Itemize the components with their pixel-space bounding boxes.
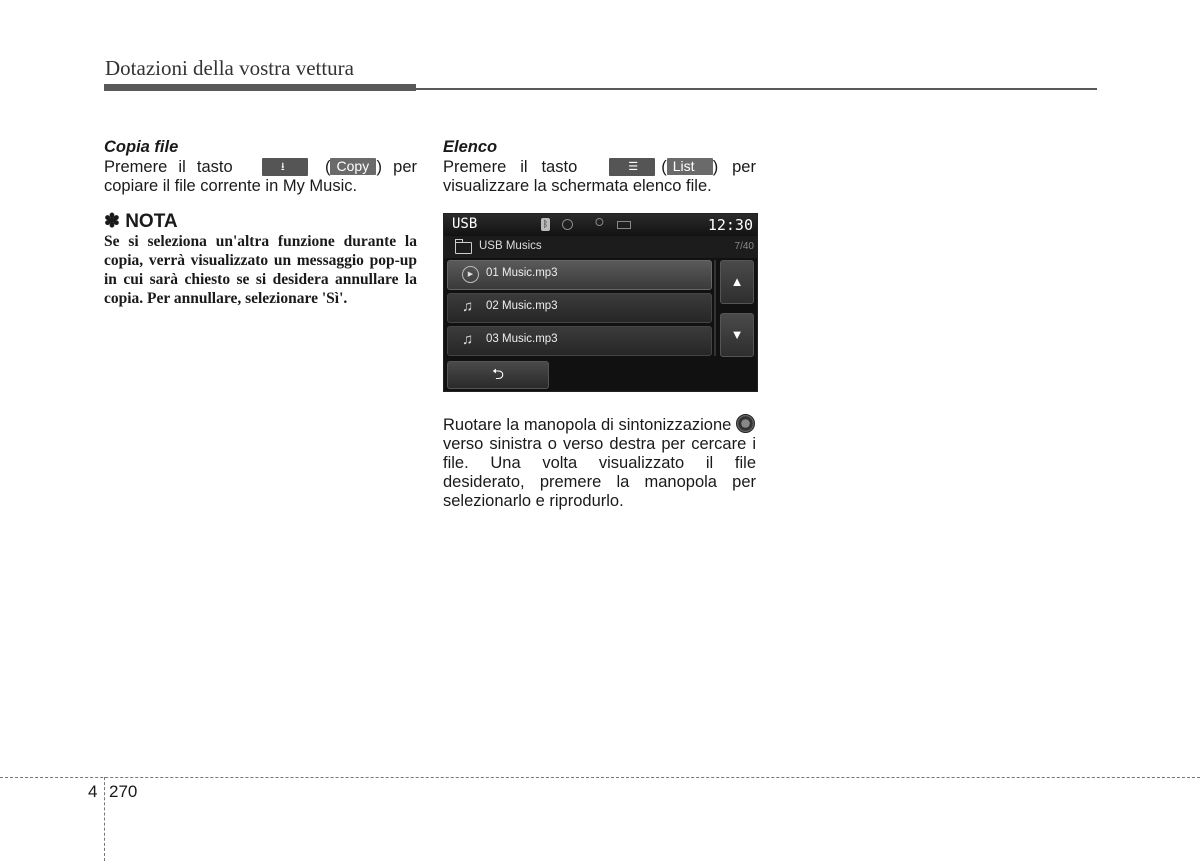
folder-icon — [455, 242, 472, 254]
knob-text-lead: Ruotare la manopola di sintonizzazione — [443, 416, 732, 434]
knob-instructions — [443, 416, 756, 511]
music-note-icon: ♫ — [462, 298, 474, 315]
scroll-track[interactable] — [714, 260, 716, 356]
arrow-up-icon: ▲ — [730, 274, 744, 289]
folder-name: USB Musics — [479, 240, 542, 252]
footer-divider — [104, 777, 105, 861]
page-header-title: Dotazioni della vostra vettura — [105, 56, 354, 80]
source-label: USB — [452, 216, 478, 232]
music-note-icon: ♫ — [462, 331, 474, 348]
file-row[interactable] — [447, 293, 712, 323]
list-key-button — [609, 158, 655, 176]
download-icon: ⭳ — [280, 160, 285, 173]
list-icon: ☰ — [628, 160, 639, 173]
footer-rule — [0, 777, 1200, 778]
left-column — [104, 138, 417, 308]
play-icon: ▶ — [462, 266, 479, 283]
usb-list-screen — [443, 213, 758, 392]
list-section-title: Elenco — [443, 138, 498, 156]
clock: 12:30 — [707, 216, 753, 234]
file-counter: 7/40 — [734, 241, 754, 252]
list-label: List — [667, 158, 713, 175]
file-name: 01 Music.mp3 — [486, 267, 558, 279]
copy-label: Copy — [330, 158, 376, 175]
list-text-b: per visualizzare la schermata elenco file. — [443, 158, 756, 195]
page-number: 270 — [109, 782, 138, 801]
knob-text: verso sinistra o verso destra per cercare i file. Una volta visualizzato il file desiderato, premere la manopola per selezionarlo e riprodurlo. — [443, 435, 756, 511]
copy-section-title: Copia file — [104, 138, 179, 156]
list-instructions: Premere il tasto ☰ ( List ) per visualizzare la schermata elenco file. — [443, 158, 756, 195]
battery-icon — [617, 221, 631, 229]
back-button[interactable] — [447, 361, 549, 389]
bluetooth-icon: ᛒ — [542, 219, 549, 229]
header-rule-thick — [104, 84, 416, 91]
back-arrow-icon: ⮌ — [491, 366, 504, 383]
usb-icon: ⭘ — [595, 217, 604, 229]
file-row[interactable] — [447, 326, 712, 356]
copy-text-a: Premere il tasto — [104, 158, 233, 176]
list-text-a: Premere il tasto — [443, 158, 578, 176]
status-bar — [444, 214, 757, 236]
file-row[interactable] — [447, 260, 712, 290]
tune-knob-icon — [736, 414, 755, 433]
scroll-down-button[interactable] — [720, 313, 754, 357]
nota-text: Se si seleziona un'altra funzione durante la copia, verrà visualizzato un messaggio pop-up in cui sarà chiesto se si desidera annullare la copia. Per annullare, selezionare 'Sì'. — [104, 233, 417, 307]
copy-text-b: per copiare il file corrente in My Music. — [104, 158, 417, 195]
header-rule-thin — [416, 88, 1097, 90]
scroll-up-button[interactable] — [720, 260, 754, 304]
file-name: 02 Music.mp3 — [486, 300, 558, 312]
folder-row — [444, 236, 757, 258]
copy-instructions: Premere il tasto ⭳ ( Copy ) per copiare il file corrente in My Music. — [104, 158, 417, 195]
copy-key-button — [262, 158, 308, 176]
disc-icon — [562, 219, 573, 230]
nota-title: ✽ NOTA — [104, 211, 178, 232]
arrow-down-icon: ▼ — [730, 327, 744, 342]
file-name: 03 Music.mp3 — [486, 333, 558, 345]
chapter-number: 4 — [88, 782, 98, 801]
